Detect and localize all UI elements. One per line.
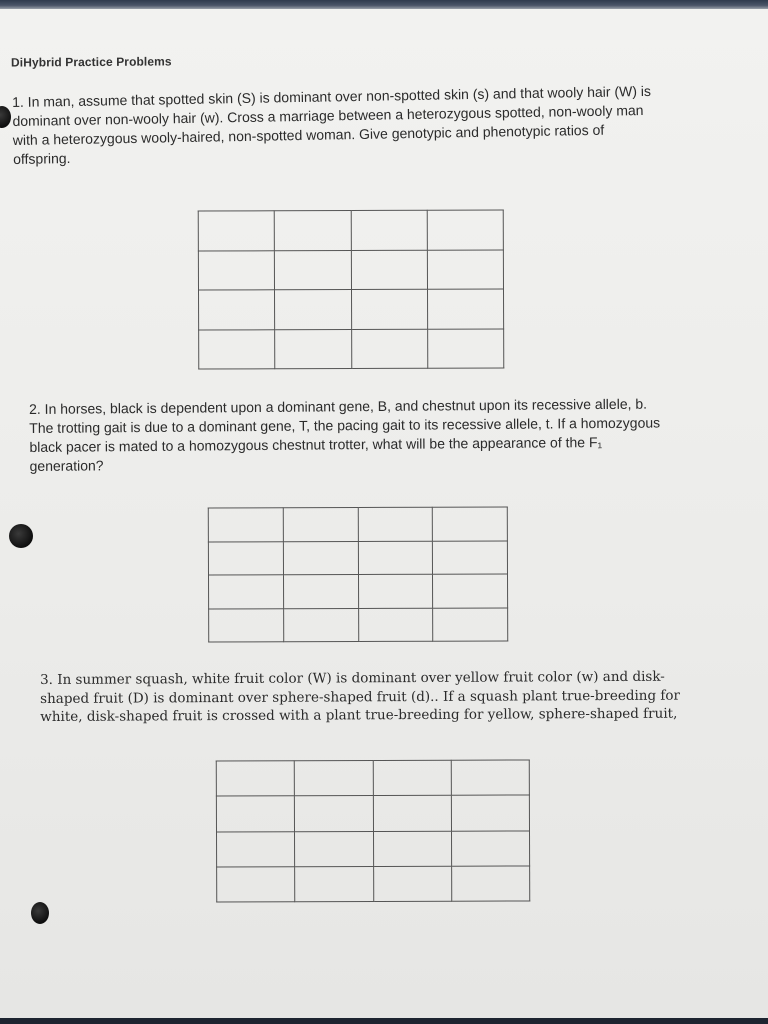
problem-3-line: 3. In summer squash, white fruit color (W) is dominant over yellow fruit color (w) and disk- — [40, 668, 665, 688]
problem-1-text: 1. In man, assume that spotted skin (S) is dominant over non-spotted skin (s) and that wooly hair (W) is dominant over non-wooly hair (w). Cross a marriage between a heterozygous spotted, non-wooly man with a heterozygous wooly-haired, non-spotted woman. Give genotypic and phenotypic ratios of offspring. — [12, 82, 652, 167]
binder-hole-icon — [9, 524, 33, 548]
punnett-square-1 — [198, 209, 505, 369]
problem-2-text: 2. In horses, black is dependent upon a dominant gene, B, and chestnut upon its recessive allele, b. The trotting gait is due to a dominant gene, T, the pacing gait to its recessive allele, t. If a homozygous black pacer is mated to a homozygous chestnut trotter, what will be the appearance of the F₁ generation? — [29, 395, 661, 474]
scan-bottom-edge — [0, 1018, 768, 1024]
scan-top-edge — [0, 0, 768, 9]
punnett-square-3 — [216, 759, 530, 902]
punnett-square-2 — [208, 506, 508, 642]
problem-3-line: white, disk-shaped fruit is crossed with a plant true-breeding for yellow, sphere-shaped fruit, — [40, 705, 678, 725]
problem-3-line: shaped fruit (D) is dominant over sphere-shaped fruit (d).. If a squash plant true-breeding for — [40, 687, 681, 707]
problem-3-text — [40, 668, 680, 727]
page-title: DiHybrid Practice Problems — [10, 54, 172, 70]
binder-hole-icon — [31, 902, 49, 924]
